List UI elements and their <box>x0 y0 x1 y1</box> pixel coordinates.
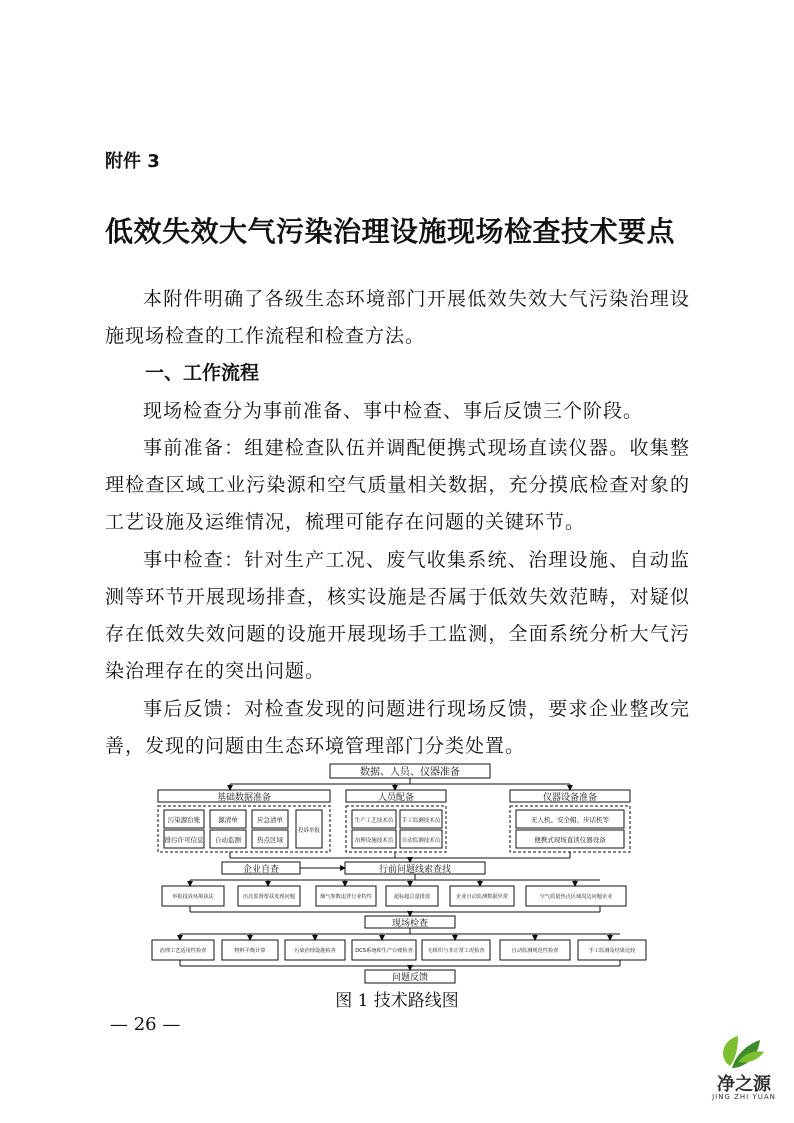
brand-logo <box>708 1028 780 1108</box>
fig-cell: 便携式现场直读仪器设备 <box>534 836 606 844</box>
document-title: 低效失效大气污染治理设施现场检查技术要点 <box>105 215 676 248</box>
fig-row1-item: 企业自动监测数据异常 <box>456 894 508 900</box>
fig-col3-header: 仪器设备准备 <box>542 793 598 803</box>
fig-col1-header: 基础数据准备 <box>216 793 272 803</box>
fig-cell: 污染源台账 <box>167 816 201 824</box>
fig-row1-item: 超标超总量排放 <box>393 894 431 900</box>
intro-paragraph: 本附件明确了各级生态环境部门开展低效失效大气污染治理设施现场检查的工作流程和检查方法。 <box>105 288 690 347</box>
leaf-icon <box>708 1028 780 1072</box>
attachment-label: 附件 3 <box>105 151 160 172</box>
fig-cell: 源清单 <box>218 816 238 824</box>
fig-cell: 生产工艺技术员 <box>354 818 394 824</box>
technical-roadmap-figure <box>150 762 650 988</box>
fig-row2-item: 治理工艺适用性检查 <box>159 948 207 954</box>
fig-cell: 自动监测 <box>215 836 241 844</box>
fig-row1-item: 空气质量热点区域周边问题企业 <box>539 894 613 900</box>
fig-row2-item: 手工监测及结果比较 <box>588 948 636 954</box>
fig-problem-feedback: 问题反馈 <box>391 973 429 983</box>
page-number: — 26 — <box>110 1014 181 1035</box>
fig-cell: 应急清单 <box>257 816 283 824</box>
fig-self-check: 企业自查 <box>242 865 280 875</box>
fig-row2-item: DCS系统和生产台账检查 <box>355 948 413 954</box>
fig-cell: 热点区域 <box>257 836 283 844</box>
fig-onsite-check: 现场检查 <box>391 919 429 929</box>
paragraph-in-check: 事中检查：针对生产工况、废气收集系统、治理设施、自动监测等环节开展现场排查，核实设施是否属于低效失效范畴，对疑似存在低效失效问题的设施开展现场手工监测，全面系统分析大气污染治理存在的突出问题。 <box>105 549 690 682</box>
fig-row2-item: 物料平衡计算 <box>234 948 266 954</box>
figure-caption: 图 1 技术路线图 <box>335 991 459 1011</box>
brand-name: 净之源 <box>717 1074 771 1095</box>
fig-cell: 手工监测技术员 <box>401 818 441 824</box>
brand-subtitle: JING ZHI YUAN <box>712 1093 776 1101</box>
paragraph-feedback: 事后反馈：对检查发现的问题进行现场反馈，要求企业整改完善，发现的问题由生态环境管理部门分类处置。 <box>105 698 690 757</box>
fig-cell: 排污许可信息 <box>164 836 204 844</box>
fig-cell: 治理设施技术员 <box>354 838 394 844</box>
fig-cell: 无人机、安全帽、步话机等 <box>531 816 609 824</box>
fig-row2-item: 自动监测规范性检查 <box>511 948 559 954</box>
fig-row1-item: 历次监督帮扶发现问题 <box>243 894 295 900</box>
fig-top-box: 数据、人员、仪器准备 <box>360 767 460 778</box>
fig-clue-search: 行前问题线索查找 <box>378 865 452 875</box>
fig-row1-item: 烟气参数违背行业特性 <box>320 894 372 900</box>
paragraph-overview: 现场检查分为事前准备、事中检查、事后反馈三个阶段。 <box>143 400 644 422</box>
fig-row2-item: 无组织与非正常工况检查 <box>427 948 485 954</box>
fig-cell: 投诉举报 <box>297 828 321 834</box>
fig-col2-header: 人员配备 <box>377 793 415 803</box>
section-heading: 一、工作流程 <box>145 362 260 384</box>
paragraph-pre-check: 事前准备：组建检查队伍并调配便携式现场直读仪器。收集整理检查区域工业污染源和空气质量相关数据，充分摸底检查对象的工艺设施及运维情况，梳理可能存在问题的关键环节。 <box>105 437 690 533</box>
fig-row1-item: 举报投诉环境执法 <box>172 894 214 900</box>
fig-cell: 自动监测技术员 <box>401 838 441 844</box>
fig-row2-item: 污染治理设施检查 <box>294 948 336 954</box>
